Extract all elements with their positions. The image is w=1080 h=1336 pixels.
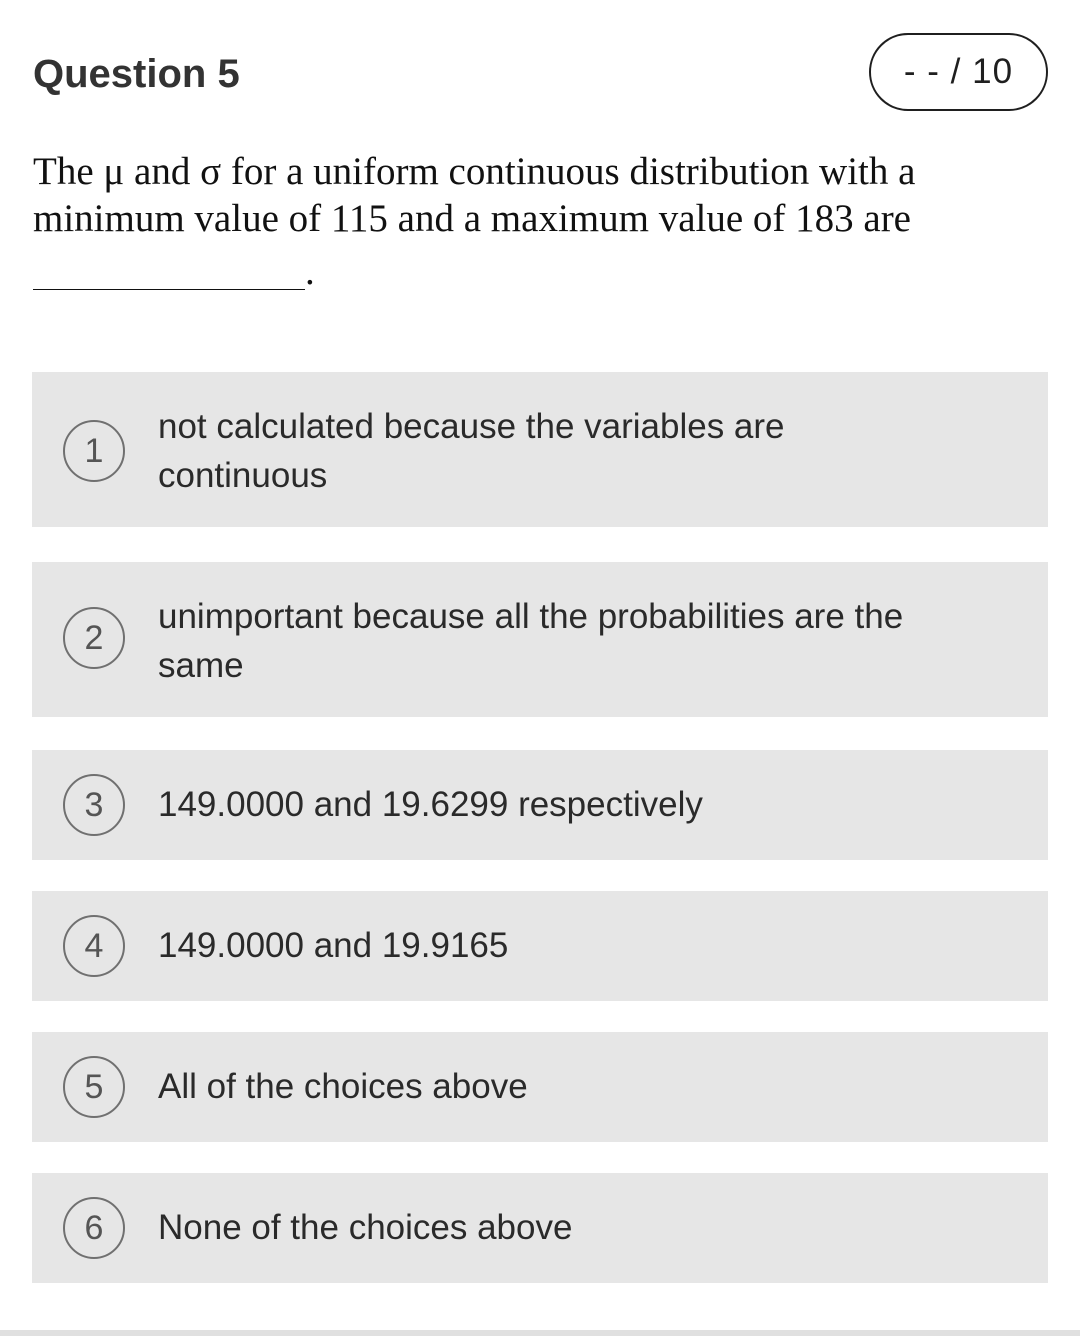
choice-1[interactable] (32, 372, 1048, 527)
choice-label: not calculated because the variables are continuous (158, 407, 785, 495)
bottom-divider (0, 1330, 1080, 1336)
choice-6[interactable] (32, 1173, 1048, 1283)
choice-label: 149.0000 and 19.6299 respectively (158, 785, 703, 824)
answer-blank (33, 289, 305, 290)
choice-number-badge: 5 (63, 1056, 125, 1118)
choice-label: unimportant because all the probabilities are the same (158, 597, 904, 685)
choice-2[interactable] (32, 562, 1048, 717)
choice-3[interactable] (32, 750, 1048, 860)
question-text: The μ and σ for a uniform continuous distribution with a minimum value of 115 and a maximum value of 183 are (33, 150, 916, 240)
question-title: Question 5 (33, 52, 240, 96)
choice-label: All of the choices above (158, 1067, 528, 1106)
choice-5[interactable] (32, 1032, 1048, 1142)
question-header (33, 30, 1048, 118)
choice-number-badge: 6 (63, 1197, 125, 1259)
choice-number-badge: 3 (63, 774, 125, 836)
choice-4[interactable] (32, 891, 1048, 1001)
choice-number-badge: 2 (63, 607, 125, 669)
choice-number-badge: 1 (63, 420, 125, 482)
choice-number-badge: 4 (63, 915, 125, 977)
choice-label: 149.0000 and 19.9165 (158, 926, 509, 965)
score-badge: - - / 10 (869, 33, 1048, 111)
choice-label: None of the choices above (158, 1208, 573, 1247)
answer-blank-period: . (305, 250, 315, 293)
